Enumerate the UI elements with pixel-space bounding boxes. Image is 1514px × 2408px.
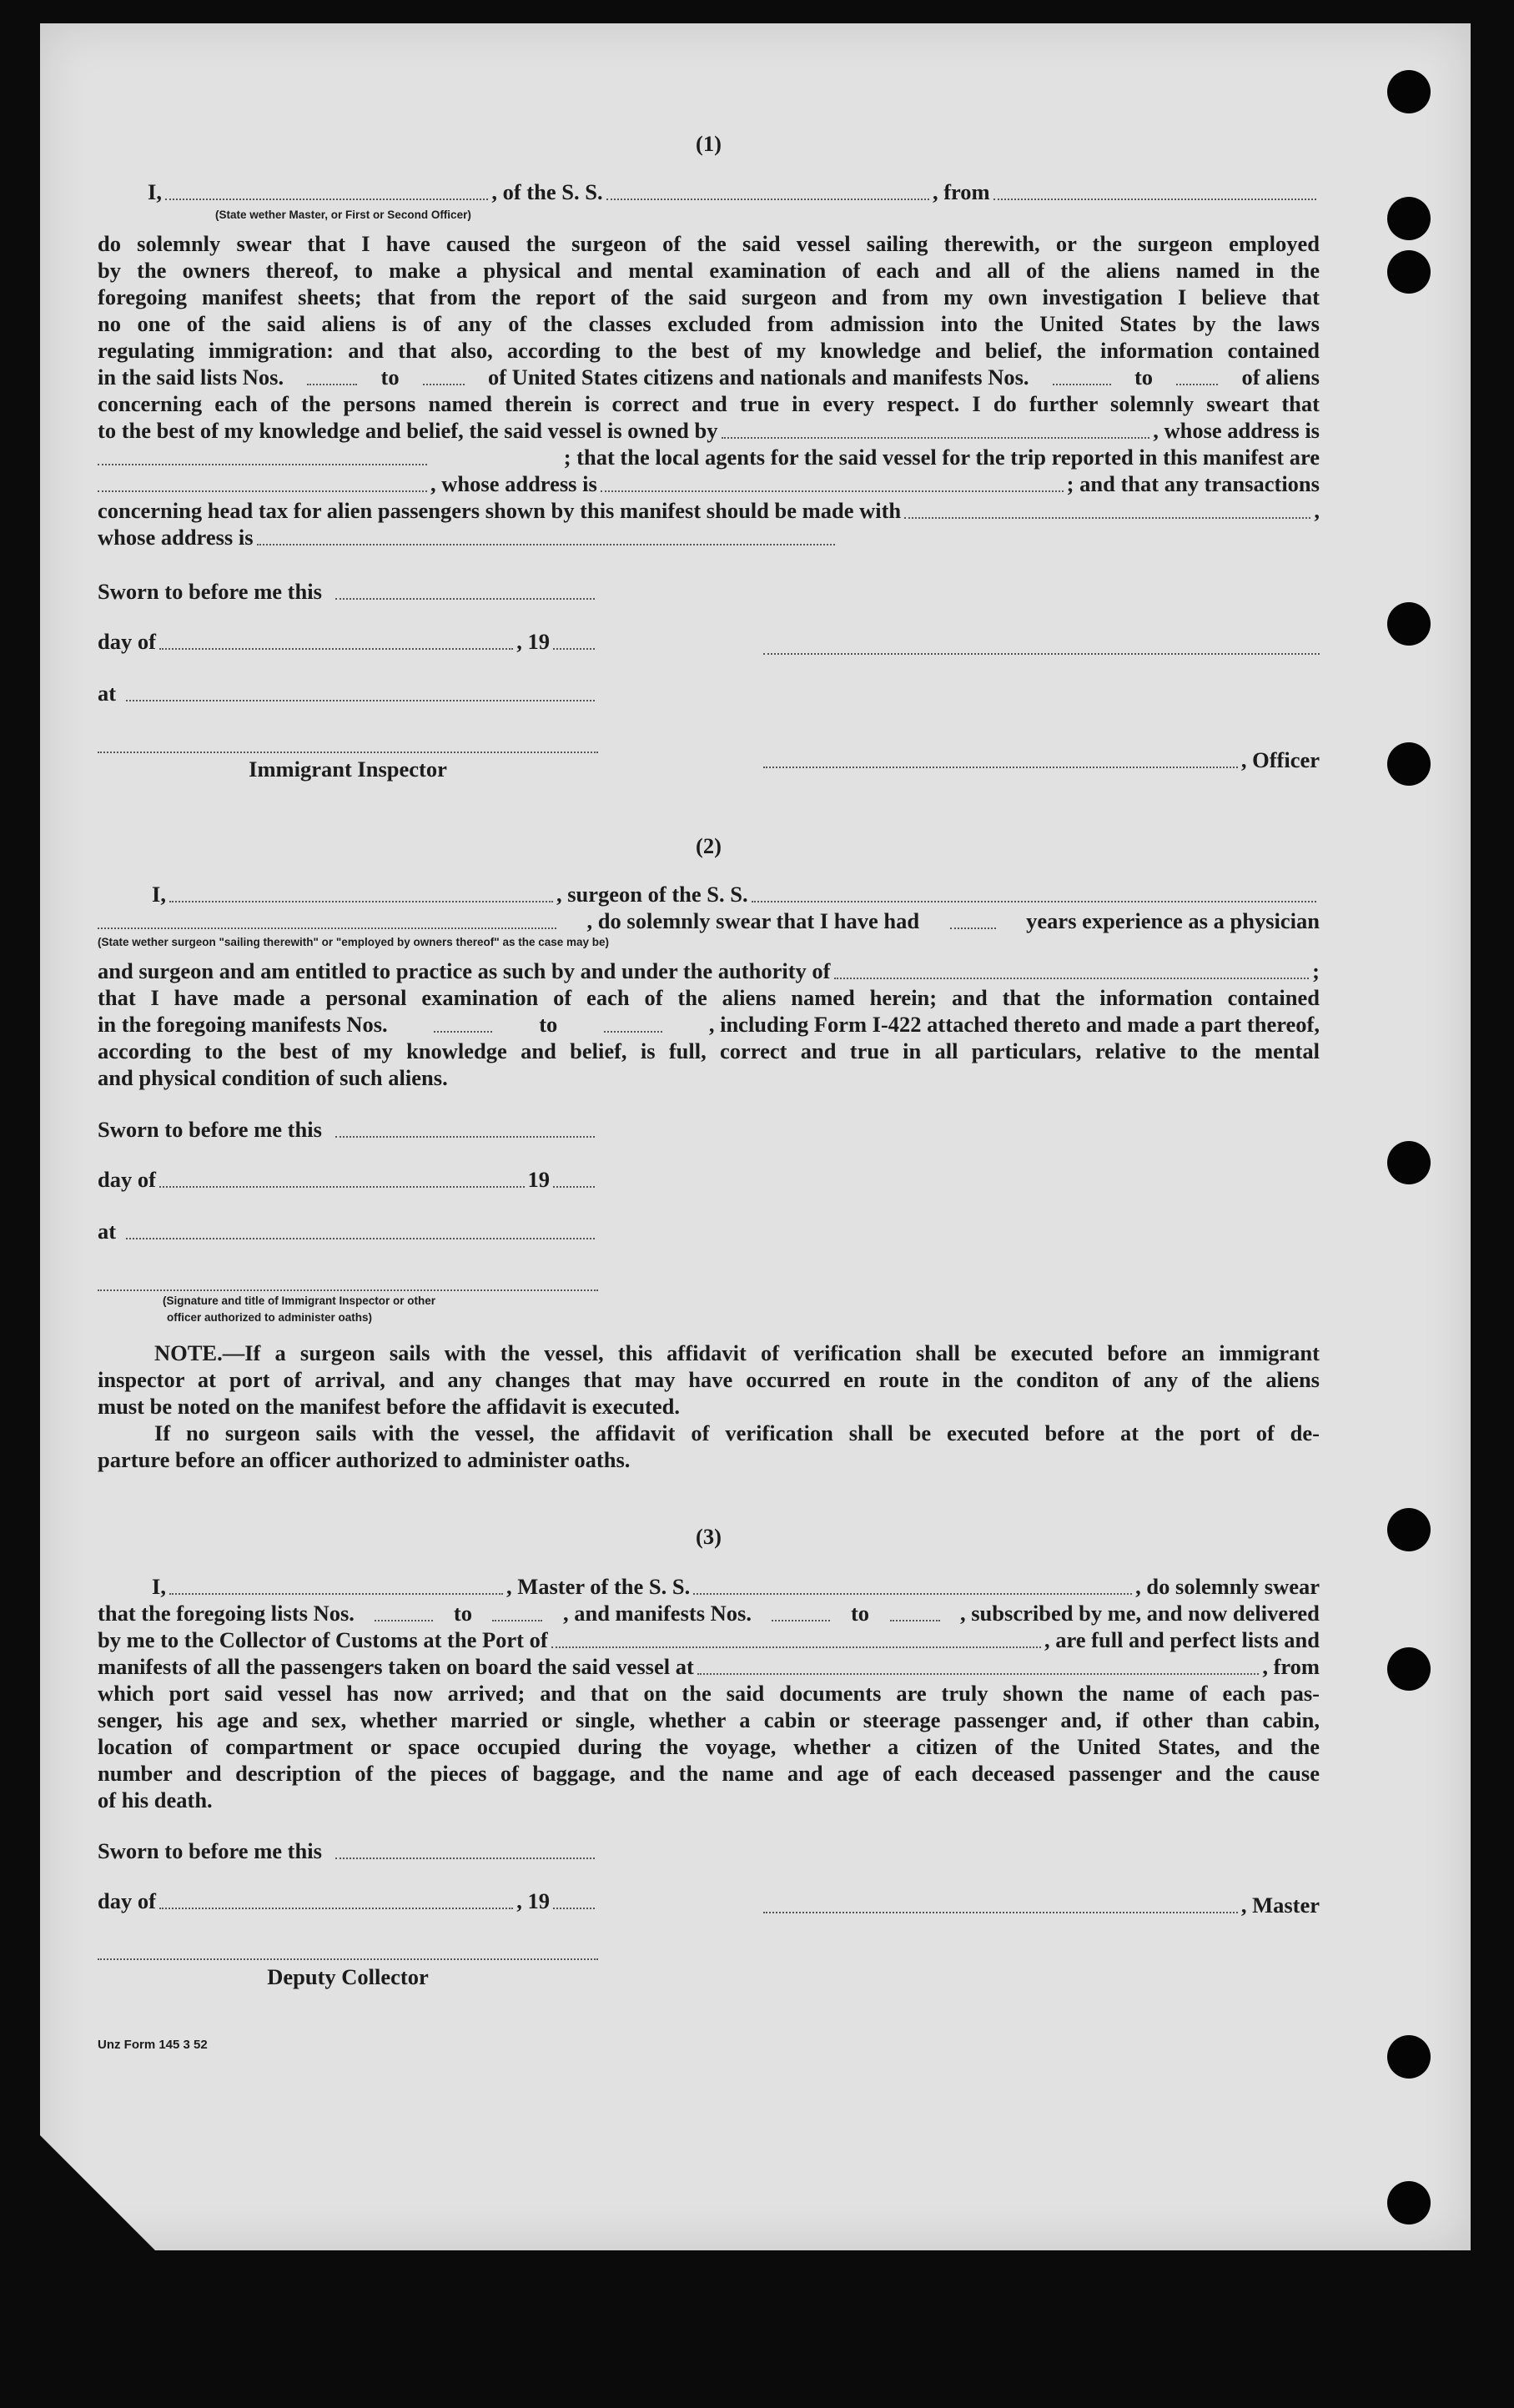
section-2-day-line: day of 19 [98,1166,598,1194]
year-field[interactable] [553,648,595,650]
section-1-day-line: day of , 19 [98,628,598,656]
section-2-sig-note: (Signature and title of Immigrant Inspector or other [163,1294,436,1307]
section-1-sub-note: (State wether Master, or First or Second Officer) [215,209,471,221]
section-1-body-line: regulating immigration: and that also, according to the best of my knowledge and belief, the information contained [98,338,1320,363]
section-2-line-1: I, , surgeon of the S. S. [98,881,1320,908]
binder-hole [1387,1647,1431,1691]
manifest-from-field[interactable] [434,1031,492,1033]
master-signature-field[interactable] [763,1912,1238,1913]
inspector-signature-line[interactable] [98,1289,598,1291]
section-1-sworn-line: Sworn to before me this [98,578,598,606]
section-3-body-line: location of compartment or space occupied during the voyage, whether a citizen of the United States, and the [98,1734,1320,1759]
officer-signature-field[interactable] [763,767,1238,768]
manifest-from-field[interactable] [772,1620,830,1621]
section-1-number: (1) [696,131,722,156]
list-from-field[interactable] [307,384,357,385]
manifest-to-field[interactable] [1176,384,1218,385]
section-2-line-7: and physical condition of such aliens. [98,1065,448,1090]
section-3-line-2: that the foregoing lists Nos. to , and manifests Nos. to , subscribed by me, and now delivered [98,1601,1320,1626]
manifest-from-field[interactable] [1053,384,1111,385]
sworn-field[interactable] [335,1858,595,1859]
sworn-field[interactable] [335,1136,595,1138]
binder-hole [1387,70,1431,113]
section-1-concerning-line: concerning each of the persons named therein is correct and true in every respect. I do further solemnly sweart that [98,391,1320,416]
section-1-body-line: do solemnly swear that I have caused the surgeon of the said vessel sailing therewith, or the surgeon employed [98,231,1320,256]
manifest-to-field[interactable] [890,1620,940,1621]
year-field[interactable] [553,1186,595,1188]
surgeon-ship-field[interactable] [752,901,1316,902]
from-port-field[interactable] [993,199,1316,200]
note-line: NOTE.—If a surgeon sails with the vessel, this affidavit of verification shall be executed before an immigrant [154,1340,1320,1365]
folded-corner [40,2135,157,2252]
section-1-at-line: at [98,680,598,707]
binder-hole [1387,742,1431,786]
list-from-field[interactable] [375,1620,433,1621]
list-to-field[interactable] [423,384,465,385]
binder-hole [1387,2181,1431,2225]
surgeon-name-field[interactable] [169,901,553,902]
authority-field[interactable] [834,978,1310,979]
section-3-body-line: which port said vessel has now arrived; and that on the said documents are truly shown the name of each pas- [98,1681,1320,1706]
port-field[interactable] [551,1646,1041,1648]
at-field[interactable] [126,1238,595,1239]
sworn-field[interactable] [335,598,595,600]
day-field[interactable] [159,1908,513,1909]
section-2-number: (2) [696,833,722,858]
section-1-body-line: by the owners thereof, to make a physical and mental examination of each and all of the aliens named in the [98,258,1320,283]
section-2-line-2: , do solemnly swear that I have had years experience as a physician [98,907,1320,935]
manifest-to-field[interactable] [604,1031,662,1033]
section-3-day-line: day of , 19 [98,1888,598,1915]
note-line: inspector at port of arrival, and any changes that may have occurred en route in the conditon of any of the aliens [98,1367,1320,1392]
note-line: must be noted on the manifest before the affidavit is executed. [98,1394,681,1419]
binder-hole [1387,602,1431,646]
section-3-body-line: number and description of the pieces of baggage, and the name and age of each deceased passenger and the cause [98,1761,1320,1786]
section-3-body-line: senger, his age and sex, whether married or single, whether a cabin or steerage passenger and, if other than cabin, [98,1707,1320,1732]
year-field[interactable] [553,1908,595,1909]
section-1-owned-line: to the best of my knowledge and belief, the said vessel is owned by , whose address is [98,418,1320,443]
form-id: Unz Form 145 3 52 [98,2038,208,2052]
section-1-whose-line: , whose address is ; and that any transactions [98,470,1320,498]
binder-hole [1387,1508,1431,1551]
headtax-address-field[interactable] [257,544,835,545]
section-2-line-6: according to the best of my knowledge and belief, is full, correct and true in all particulars, relative to the mental [98,1038,1320,1063]
collector-signature-line[interactable] [98,1958,598,1960]
list-to-field[interactable] [492,1620,542,1621]
binder-hole [1387,250,1431,294]
binder-hole [1387,1141,1431,1184]
section-2-sworn-line: Sworn to before me this [98,1116,598,1144]
section-2-line-3: and surgeon and am entitled to practice as such by and under the authority of ; [98,958,1320,983]
section-2-line-4: that I have made a personal examination of each of the aliens named herein; and that the information contained [98,985,1320,1010]
ship-name-field[interactable] [606,199,929,200]
section-1-body-line: no one of the said aliens is of any of the classes excluded from admission into the United States by the laws [98,311,1320,336]
binder-hole [1387,2035,1431,2079]
section-1-agents-line: ; that the local agents for the said vessel for the trip reported in this manifest are [98,444,1320,471]
years-field[interactable] [950,928,996,929]
surgeon-status-field[interactable] [98,928,556,929]
section-2-at-line: at [98,1218,598,1245]
agents-field[interactable] [98,490,427,492]
section-3-last-line: of his death. [98,1787,213,1812]
section-3-line-3: by me to the Collector of Customs at the Port of , are full and perfect lists and [98,1627,1320,1652]
collector-label: Deputy Collector [267,1964,429,1989]
section-2-sub-note: (State wether surgeon "sailing therewith" or "employed by owners thereof" as the case may be) [98,936,610,948]
master-ship-field[interactable] [693,1593,1132,1595]
section-3-number: (3) [696,1524,722,1549]
headtax-contact-field[interactable] [904,517,1310,519]
owner-field[interactable] [722,437,1150,439]
agents-address-field[interactable] [601,490,1064,492]
section-1-body-line: foregoing manifest sheets; that from the report of the said surgeon and from my own investigation I believe that [98,284,1320,309]
signature-line[interactable] [763,652,1320,655]
section-1-address-line: whose address is [98,524,838,551]
section-2-sig-note: officer authorized to administer oaths) [167,1311,373,1324]
day-field[interactable] [159,648,513,650]
note-line: If no surgeon sails with the vessel, the affidavit of verification shall be executed before at the port of de- [154,1420,1320,1445]
owner-address-field[interactable] [98,464,427,465]
note-line: parture before an officer authorized to administer oaths. [98,1447,631,1472]
boarding-port-field[interactable] [697,1673,1260,1675]
section-1-lists-line: in the said lists Nos. to of United States citizens and nationals and manifests Nos. to of aliens [98,364,1320,390]
inspector-signature-line[interactable] [98,751,598,753]
day-field[interactable] [159,1186,525,1188]
master-line: , Master [763,1892,1320,1919]
section-2-line-5: in the foregoing manifests Nos. to , including Form I-422 attached thereto and made a part thereof, [98,1012,1320,1037]
section-3-line-4: manifests of all the passengers taken on board the said vessel at , from [98,1654,1320,1679]
officer-name-field[interactable] [165,199,488,200]
binder-hole [1387,197,1431,240]
master-name-field[interactable] [169,1593,503,1595]
section-1-headtax-line: concerning head tax for alien passengers shown by this manifest should be made with , [98,498,1320,523]
officer-line: , Officer [763,747,1320,774]
at-field[interactable] [126,700,595,701]
section-1-line-1: I, , of the S. S. , from [98,178,1320,206]
section-3-line-1: I, , Master of the S. S. , do solemnly swear [152,1574,1320,1599]
section-3-sworn-line: Sworn to before me this [98,1837,598,1865]
inspector-label: Immigrant Inspector [249,757,447,782]
